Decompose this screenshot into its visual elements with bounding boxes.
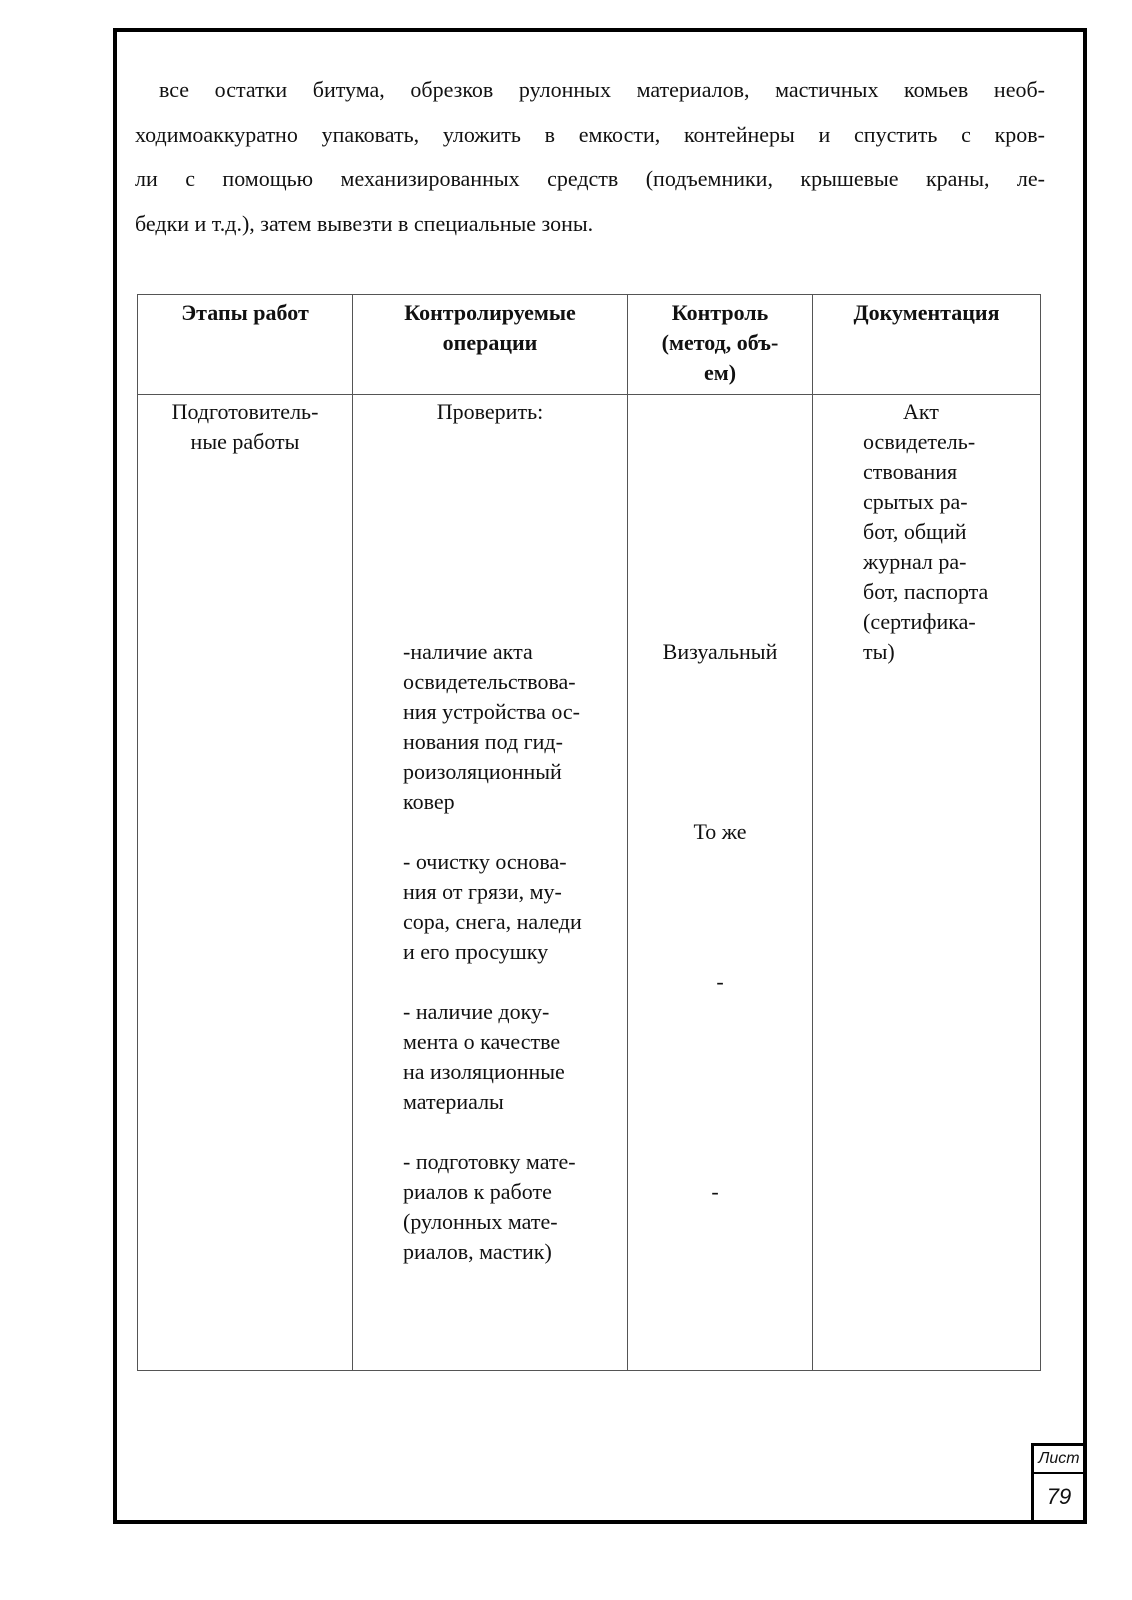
paragraph-line: ходимоаккуратно упаковать, уложить в емкости, контейнеры и спустить с кров- — [135, 121, 1045, 147]
operation-item: - подготовку мате- риалов к работе (рулонных мате- риалов, мастик) — [403, 1149, 576, 1264]
stage-cell — [138, 395, 353, 1371]
header-stages: Этапы работ — [138, 295, 353, 395]
stage-line: Подготовитель- — [171, 399, 319, 424]
documentation-cell — [813, 395, 1041, 1371]
control-method: - — [711, 1179, 719, 1204]
intro-paragraph — [135, 68, 1045, 246]
control-table — [137, 294, 1041, 1371]
documentation-text: Акт освидетель- ствования срытых ра- бот, общий журнал ра- бот, паспорта (сертифика- ты) — [863, 399, 989, 664]
sheet-label: Лист — [1034, 1446, 1084, 1474]
page-number: 79 — [1046, 1484, 1072, 1509]
paragraph-line: все остатки битума, обрезков рулонных материалов, мастичных комьев необ- — [159, 77, 1045, 102]
table-row — [138, 395, 1041, 1371]
header-operations: Контролируемые операции — [353, 295, 628, 395]
operation-item: - наличие доку- мента о качестве на изоляционные материалы — [403, 999, 565, 1114]
control-cell — [628, 395, 813, 1371]
paragraph-line: ли с помощью механизированных средств (подъемники, крышевые краны, ле- — [135, 166, 1045, 191]
control-method: То же — [693, 819, 747, 844]
operations-title: Проверить: — [436, 399, 544, 424]
control-method: Визуальный — [662, 639, 778, 664]
control-method: - — [716, 969, 724, 994]
paragraph-line: бедки и т.д.), затем вывезти в специальные зоны. — [135, 210, 594, 236]
stage-line: ные работы — [190, 429, 300, 454]
table-header-row — [138, 295, 1041, 395]
header-control: Контроль (метод, объ- ем) — [628, 295, 813, 395]
operations-cell — [353, 395, 628, 1371]
sheet-stamp — [1031, 1443, 1084, 1521]
operation-item: -наличие акта освидетельствова- ния устройства ос- нования под гид- роизоляционный ковер — [403, 639, 580, 814]
header-documentation: Документация — [813, 295, 1041, 395]
operation-item: - очистку основа- ния от грязи, му- сора, снега, наледи и его просушку — [403, 849, 582, 964]
